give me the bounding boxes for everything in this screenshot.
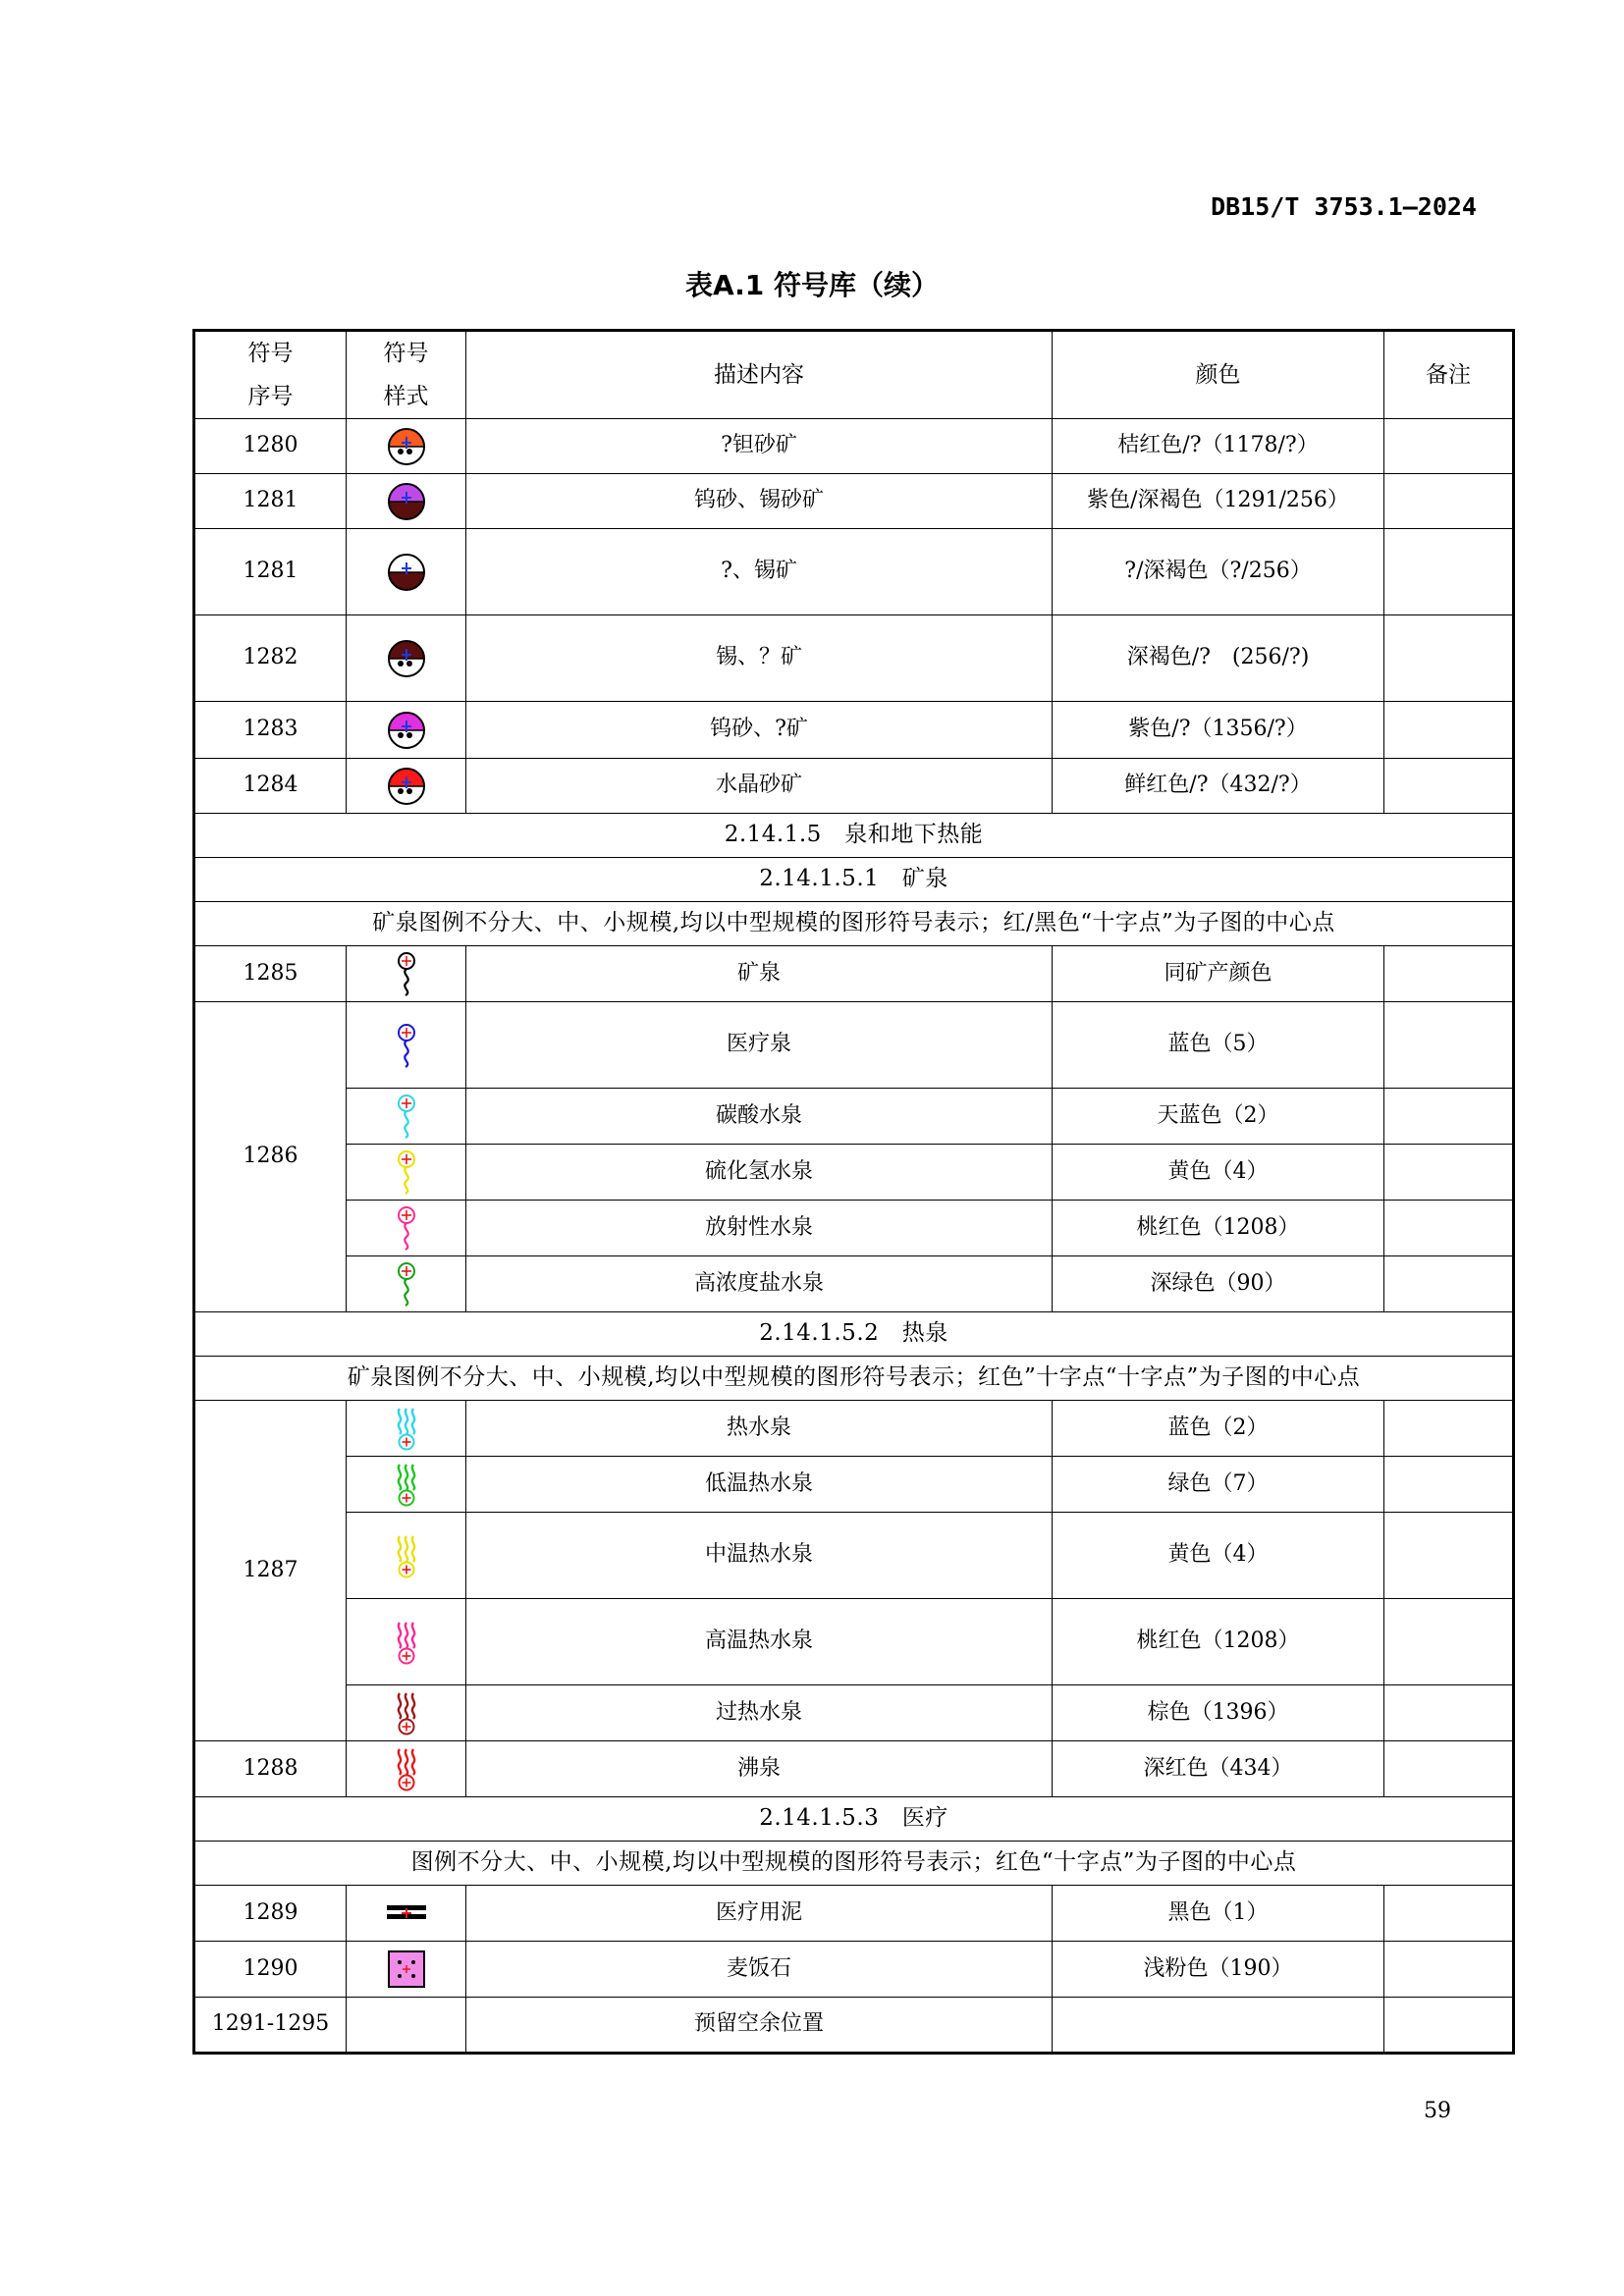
row-desc: 高浓度盐水泉 [466, 1256, 1053, 1312]
table-title: 表A.1 符号库（续） [684, 269, 940, 301]
section-heading: 2.14.1.5.3 医疗 [194, 1797, 1514, 1842]
row-desc: 碳酸水泉 [466, 1089, 1053, 1145]
row-desc: 中温热水泉 [466, 1513, 1053, 1599]
row-desc: 钨砂、锡砂矿 [466, 474, 1053, 529]
table-row [194, 1685, 1514, 1741]
ore-symbol-icon [347, 529, 466, 615]
row-remark [1384, 474, 1514, 529]
table-row [194, 1599, 1514, 1685]
ore-symbol-icon [347, 474, 466, 529]
section-note: 矿泉图例不分大、中、小规模,均以中型规模的图形符号表示；红/黑色“十字点”为子图的中心点 [194, 902, 1514, 946]
ore-symbol-icon [347, 759, 466, 814]
row-desc: 放射性水泉 [466, 1201, 1053, 1256]
row-color: ?/深褐色（?/256） [1053, 529, 1384, 615]
row-desc: 矿泉 [466, 946, 1053, 1002]
row-remark [1384, 1599, 1514, 1685]
row-remark [1384, 1089, 1514, 1145]
boiling-spring-icon [347, 1741, 466, 1797]
table-row [194, 1089, 1514, 1145]
row-number: 1290 [194, 1942, 347, 1998]
table-row [194, 1145, 1514, 1201]
row-color: 紫色/深褐色（1291/256） [1053, 474, 1384, 529]
row-remark [1384, 1201, 1514, 1256]
row-desc: 低温热水泉 [466, 1457, 1053, 1513]
medical-spring-icon [347, 1002, 466, 1089]
row-desc: 麦饭石 [466, 1942, 1053, 1998]
row-remark [1384, 1002, 1514, 1089]
table-row [194, 1942, 1514, 1998]
row-number: 1286 [194, 1002, 347, 1312]
row-desc: 预留空余位置 [466, 1998, 1053, 2054]
section-row [194, 814, 1514, 858]
table-row [194, 1256, 1514, 1312]
section-heading: 2.14.1.5.2 热泉 [194, 1312, 1514, 1357]
mineral-spring-icon [347, 946, 466, 1002]
col-header-desc: 描述内容 [466, 331, 1053, 419]
section-row [194, 858, 1514, 902]
row-remark [1384, 615, 1514, 702]
ore-symbol-icon [347, 702, 466, 759]
table-row [194, 529, 1514, 615]
row-color: 黄色（4） [1053, 1513, 1384, 1599]
row-color [1053, 1998, 1384, 2054]
empty-symbol [347, 1998, 466, 2054]
superheated-spring-icon [347, 1685, 466, 1741]
row-color: 鲜红色/?（432/?） [1053, 759, 1384, 814]
radioactive-spring-icon [347, 1201, 466, 1256]
table-row [194, 946, 1514, 1002]
section-note: 矿泉图例不分大、中、小规模,均以中型规模的图形符号表示；红色”十字点“十字点”为子图的中心点 [194, 1357, 1514, 1401]
note-row [194, 1842, 1514, 1886]
row-color: 棕色（1396） [1053, 1685, 1384, 1741]
row-number: 1283 [194, 702, 347, 759]
row-desc: 钨砂、?矿 [466, 702, 1053, 759]
table-row [194, 1513, 1514, 1599]
section-row [194, 1797, 1514, 1842]
symbol-table [192, 329, 1515, 2055]
row-remark [1384, 1457, 1514, 1513]
table-row [194, 1201, 1514, 1256]
row-number: 1285 [194, 946, 347, 1002]
row-number: 1291-1295 [194, 1998, 347, 2054]
row-color: 桔红色/?（1178/?） [1053, 419, 1384, 474]
note-row [194, 1357, 1514, 1401]
table-row [194, 1002, 1514, 1089]
medical-mud-icon [347, 1886, 466, 1942]
row-color: 黑色（1） [1053, 1886, 1384, 1942]
carbonated-spring-icon [347, 1089, 466, 1145]
row-color: 天蓝色（2） [1053, 1089, 1384, 1145]
section-heading: 2.14.1.5 泉和地下热能 [194, 814, 1514, 858]
table-row [194, 419, 1514, 474]
row-desc: 过热水泉 [466, 1685, 1053, 1741]
row-desc: 高温热水泉 [466, 1599, 1053, 1685]
col-header-color: 颜色 [1053, 331, 1384, 419]
section-row [194, 1312, 1514, 1357]
header-row [194, 331, 1514, 419]
row-number: 1287 [194, 1401, 347, 1741]
row-remark [1384, 419, 1514, 474]
row-remark [1384, 529, 1514, 615]
table-row [194, 759, 1514, 814]
row-remark [1384, 1942, 1514, 1998]
row-desc: 锡、？矿 [466, 615, 1053, 702]
table-row [194, 1886, 1514, 1942]
row-color: 深绿色（90） [1053, 1256, 1384, 1312]
row-remark [1384, 1513, 1514, 1599]
row-color: 紫色/?（1356/?） [1053, 702, 1384, 759]
row-desc: 沸泉 [466, 1741, 1053, 1797]
hot-spring-icon [347, 1401, 466, 1457]
row-desc: 硫化氢水泉 [466, 1145, 1053, 1201]
row-remark [1384, 1685, 1514, 1741]
note-row [194, 902, 1514, 946]
row-remark [1384, 946, 1514, 1002]
row-color: 深褐色/? (256/?) [1053, 615, 1384, 702]
row-number: 1289 [194, 1886, 347, 1942]
ore-symbol-icon [347, 615, 466, 702]
section-heading: 2.14.1.5.1 矿泉 [194, 858, 1514, 902]
maifan-stone-icon [347, 1942, 466, 1998]
row-color: 绿色（7） [1053, 1457, 1384, 1513]
row-remark [1384, 1886, 1514, 1942]
row-remark [1384, 1256, 1514, 1312]
row-number: 1280 [194, 419, 347, 474]
document-code: DB15/T 3753.1—2024 [1211, 192, 1477, 221]
col-header-no: 符号 序号 [194, 331, 347, 419]
row-desc: ?钽砂矿 [466, 419, 1053, 474]
row-remark [1384, 1145, 1514, 1201]
table-row [194, 474, 1514, 529]
row-color: 桃红色（1208） [1053, 1599, 1384, 1685]
row-color: 黄色（4） [1053, 1145, 1384, 1201]
table-row [194, 1401, 1514, 1457]
row-remark [1384, 759, 1514, 814]
table-row [194, 615, 1514, 702]
row-remark [1384, 1998, 1514, 2054]
table-row [194, 702, 1514, 759]
row-number: 1281 [194, 529, 347, 615]
row-remark [1384, 702, 1514, 759]
low-temp-spring-icon [347, 1457, 466, 1513]
row-desc: ?、锡矿 [466, 529, 1053, 615]
row-color: 蓝色（2） [1053, 1401, 1384, 1457]
page-number: 59 [1424, 2099, 1451, 2123]
row-desc: 水晶砂矿 [466, 759, 1053, 814]
row-desc: 医疗用泥 [466, 1886, 1053, 1942]
row-desc: 医疗泉 [466, 1002, 1053, 1089]
row-color: 浅粉色（190） [1053, 1942, 1384, 1998]
row-number: 1288 [194, 1741, 347, 1797]
row-number: 1284 [194, 759, 347, 814]
row-remark [1384, 1401, 1514, 1457]
table-row [194, 1998, 1514, 2054]
section-note: 图例不分大、中、小规模,均以中型规模的图形符号表示；红色“十字点”为子图的中心点 [194, 1842, 1514, 1886]
row-color: 深红色（434） [1053, 1741, 1384, 1797]
high-temp-spring-icon [347, 1599, 466, 1685]
row-number: 1281 [194, 474, 347, 529]
row-color: 蓝色（5） [1053, 1002, 1384, 1089]
table-row [194, 1457, 1514, 1513]
sulfide-spring-icon [347, 1145, 466, 1201]
brine-spring-icon [347, 1256, 466, 1312]
mid-temp-spring-icon [347, 1513, 466, 1599]
ore-symbol-icon [347, 419, 466, 474]
row-desc: 热水泉 [466, 1401, 1053, 1457]
row-number: 1282 [194, 615, 347, 702]
col-header-style: 符号 样式 [347, 331, 466, 419]
table-row [194, 1741, 1514, 1797]
row-remark [1384, 1741, 1514, 1797]
row-color: 同矿产颜色 [1053, 946, 1384, 1002]
row-color: 桃红色（1208） [1053, 1201, 1384, 1256]
col-header-remark: 备注 [1384, 331, 1514, 419]
